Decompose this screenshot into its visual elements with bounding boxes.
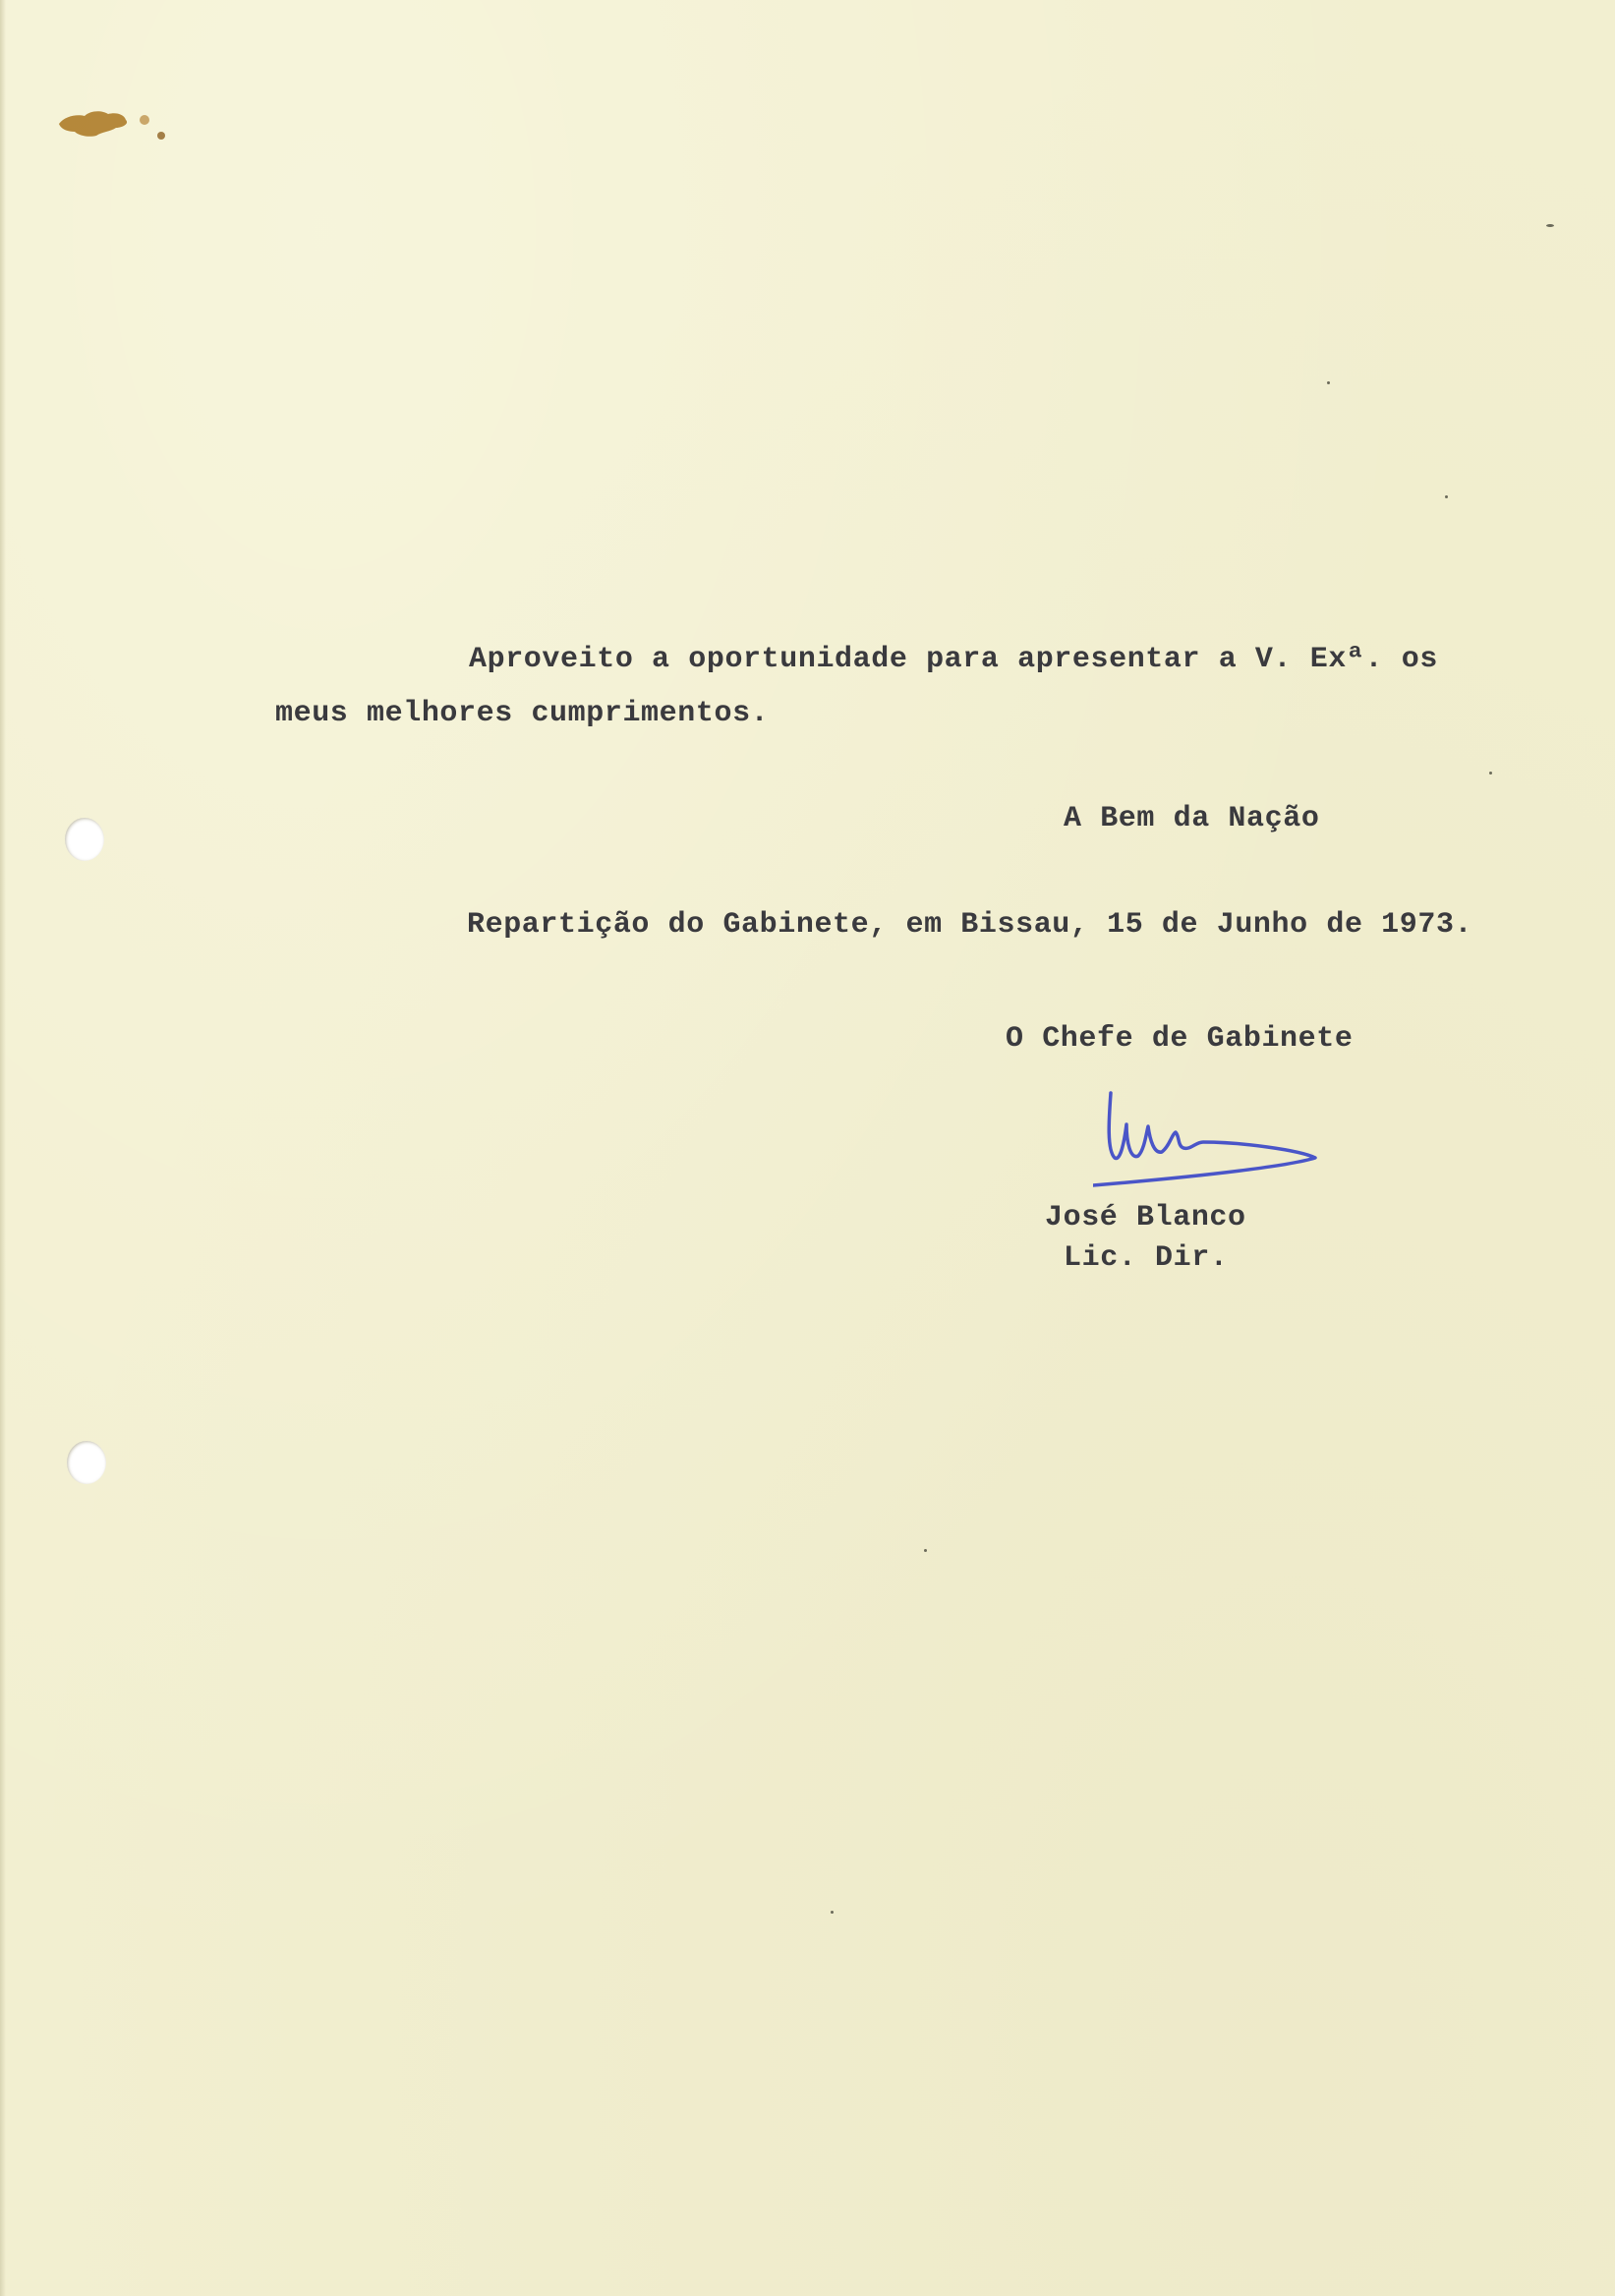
signatory-name: José Blanco (1045, 1201, 1246, 1234)
place-and-date: Repartição do Gabinete, em Bissau, 15 de Junho de 1973. (467, 908, 1473, 942)
paragraph-line-2: meus melhores cumprimentos. (275, 697, 770, 730)
paragraph-line-1: Aproveito a oportunidade para apresentar a V. Exª. os (469, 643, 1438, 676)
punch-hole-lower (67, 1441, 106, 1484)
signatory-title: Lic. Dir. (1064, 1241, 1229, 1275)
punch-hole-upper (65, 818, 104, 861)
rust-stain (51, 102, 179, 161)
signatory-role: O Chefe de Gabinete (1006, 1022, 1354, 1056)
paper-edge-shadow (0, 0, 6, 2296)
closing-salutation: A Bem da Nação (1064, 802, 1320, 835)
